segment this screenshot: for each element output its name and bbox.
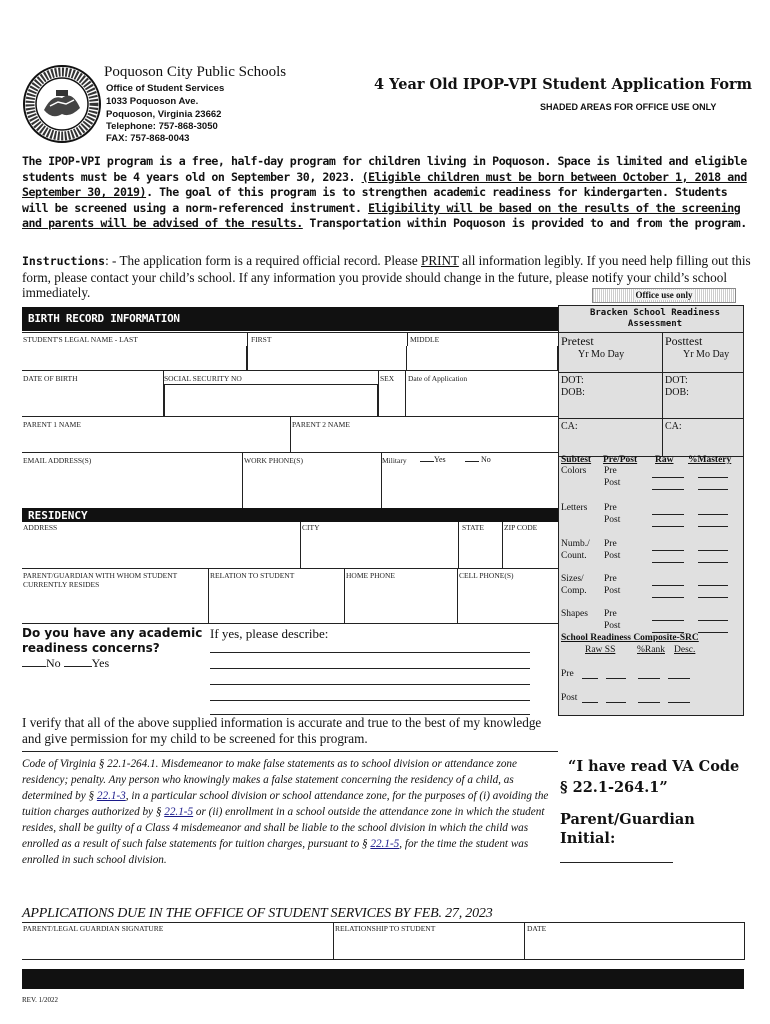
composite-post: Post [561, 693, 578, 703]
subtest-numbers: Numb./ [561, 539, 590, 549]
relation-label: RELATION TO STUDENT [210, 571, 295, 580]
address-line-1: 1033 Poquoson Ave. [106, 96, 199, 107]
sizes-post: Post [604, 586, 621, 596]
zip-input[interactable] [503, 533, 558, 569]
shaded-areas-note: SHADED AREAS FOR OFFICE USE ONLY [540, 102, 717, 112]
fax: FAX: 757-868-0043 [106, 133, 190, 144]
school-seal [22, 64, 102, 144]
home-phone-input[interactable] [345, 580, 457, 624]
mastery-header: %Mastery [688, 455, 732, 465]
parent1-input[interactable] [22, 430, 290, 453]
concerns-question: Do you have any academic readiness concerns? [22, 626, 203, 655]
revision: REV. 1/2022 [22, 996, 59, 1004]
legal-last-input[interactable] [22, 346, 247, 371]
work-phone-label: WORK PHONE(S) [244, 456, 303, 465]
posttest-dot: DOT: [665, 375, 688, 386]
letters-pre: Pre [604, 503, 617, 513]
dob-input[interactable] [22, 384, 163, 417]
pretest-label: Pretest [561, 334, 594, 348]
ssn-label: SOCIAL SECURITY NO [164, 374, 242, 383]
raw-header: Raw [655, 455, 674, 465]
middle-name-input[interactable] [407, 346, 558, 371]
office-use-only-box: Office use only [592, 288, 736, 303]
city-input[interactable] [301, 533, 458, 569]
pretest-dot: DOT: [561, 375, 584, 386]
posttest-ymd: Yr Mo Day [683, 349, 730, 360]
first-name-label: FIRST [251, 335, 272, 344]
date-label: DATE [527, 924, 547, 933]
parent1-label: PARENT 1 NAME [23, 420, 81, 429]
guardian-input[interactable] [22, 590, 208, 624]
military-label: Military [382, 456, 407, 465]
colors-post: Post [604, 478, 621, 488]
signature-input[interactable] [22, 934, 333, 960]
sex-label: SEX [380, 374, 395, 383]
composite-rank: %Rank [637, 645, 665, 655]
footer-bar [22, 969, 744, 989]
subtest-header: Subtest [561, 455, 592, 465]
birth-record-header: BIRTH RECORD INFORMATION [22, 307, 558, 331]
relationship-input[interactable] [334, 934, 524, 960]
dob-label: DATE OF BIRTH [23, 374, 78, 383]
va-code-ack: “I have read VA Code § 22.1-264.1” [560, 758, 740, 796]
sex-input[interactable] [379, 384, 405, 417]
email-input[interactable] [22, 466, 242, 509]
posttest-dob: DOB: [665, 387, 689, 398]
applications-due: APPLICATIONS DUE IN THE OFFICE OF STUDENT SERVICES BY FEB. 27, 2023 [22, 906, 493, 921]
work-phone-input[interactable] [243, 466, 381, 509]
subtest-colors: Colors [561, 466, 587, 476]
address-line-2: Poquoson, Virginia 23662 [106, 109, 222, 120]
cell-phone-input[interactable] [458, 580, 558, 624]
subtest-comparisons: Comp. [561, 586, 587, 596]
shapes-pre: Pre [604, 609, 617, 619]
parent-initial-label: Parent/Guardian Initial: [560, 811, 695, 847]
parent2-label: PARENT 2 NAME [292, 420, 350, 429]
pretest-ymd: Yr Mo Day [578, 349, 625, 360]
parent-initial-input[interactable] [560, 855, 673, 863]
date-input[interactable] [525, 934, 744, 960]
office-name: Office of Student Services [106, 83, 225, 94]
describe-label: If yes, please describe: [210, 626, 329, 641]
school-name: Poquoson City Public Schools [104, 64, 287, 80]
subtest-shapes: Shapes [561, 609, 588, 619]
military-yes[interactable]: Yes [420, 455, 446, 464]
concerns-options[interactable]: No Yes [22, 656, 109, 671]
composite-title: School Readiness Composite-SRC [561, 633, 699, 643]
relation-input[interactable] [209, 580, 344, 624]
code-link-22-1-5a[interactable]: 22.1-5 [164, 806, 194, 818]
virginia-code-text: Code of Virginia § 22.1-264.1. Misdemeanor to make false statements as to school division or attendance zone residency; penalty. Any person who knowingly makes a false statement concerning the residency of a child, as determined by § 22.1-3, in a particular school division or school attendance zone, for the purposes of (i) avoiding the tuition charges authorized by § 22.1-5 or (ii) enrollment in a school outside the attendance zone in which the student resides, shall be guilty of a Class 4 misdemeanor and shall be liable to the school division in which the child was enrolled as a result of such false statements for tuition charges, pursuant to § 22.1-5, for the time the student was enrolled in such school division. [22, 758, 549, 866]
zip-label: ZIP CODE [504, 523, 538, 532]
pretest-dob: DOB: [561, 387, 585, 398]
composite-pre: Pre [561, 669, 574, 679]
first-name-input[interactable] [247, 346, 407, 371]
pretest-ca: CA: [561, 421, 578, 432]
residency-header: RESIDENCY [22, 508, 558, 522]
date-app-label: Date of Application [408, 374, 468, 383]
composite-desc: Desc. [674, 645, 696, 655]
code-link-22-1-3[interactable]: 22.1-3 [96, 790, 126, 802]
posttest-label: Posttest [665, 334, 703, 348]
subtest-counting: Count. [561, 551, 587, 561]
military-no[interactable]: No [465, 455, 491, 464]
address-label: ADDRESS [23, 523, 58, 532]
address-input[interactable] [22, 533, 300, 569]
instructions: Instructions: - The application form is a required official record. Please PRINT all information legibly. If you need help filling out this form, please contact your child’s school. If any information you provide should change in the future, please notify your child’s school immediately. [22, 253, 751, 301]
signature-label: PARENT/LEGAL GUARDIAN SIGNATURE [23, 924, 164, 933]
form-title: 4 Year Old IPOP-VPI Student Application Form [374, 76, 752, 93]
bracken-title: Bracken School Readiness Assessment [589, 308, 721, 329]
letters-post: Post [604, 515, 621, 525]
relationship-label: RELATIONSHIP TO STUDENT [335, 924, 436, 933]
shapes-post: Post [604, 621, 621, 631]
ssn-input[interactable] [164, 384, 378, 417]
prepost-header: Pre/Post [603, 455, 638, 465]
middle-name-label: MIDDLE [410, 335, 440, 344]
cell-phone-label: CELL PHONE(S) [459, 571, 514, 580]
city-label: CITY [302, 523, 320, 532]
state-label: STATE [462, 523, 484, 532]
email-label: EMAIL ADDRESS(S) [23, 456, 92, 465]
program-intro: The IPOP-VPI program is a free, half-day program for children living in Poquoson. Space is limited and eligible students must be 4 years old on September 30, 2023. (Eligible children must be born between October 1, 2018 and September 30, 2019). The goal of this program is to strengthen academic readiness for kindergarten. Students will be screened using a norm-referenced instrument. Eligibility will be based on the results of the screening and parents will be advised of the results. Transportation within Poquoson is provided to and from the program. [22, 154, 747, 231]
numbers-pre: Pre [604, 539, 617, 549]
colors-pre: Pre [604, 466, 617, 476]
code-link-22-1-5b[interactable]: 22.1-5 [370, 838, 400, 850]
parent2-input[interactable] [291, 430, 558, 453]
state-input[interactable] [459, 533, 502, 569]
sizes-pre: Pre [604, 574, 617, 584]
legal-last-label: STUDENT'S LEGAL NAME - LAST [23, 335, 138, 344]
subtest-letters: Letters [561, 503, 588, 513]
subtest-sizes: Sizes/ [561, 574, 584, 584]
date-app-input[interactable] [406, 384, 558, 417]
numbers-post: Post [604, 551, 621, 561]
composite-raw-ss: Raw SS [585, 645, 616, 655]
home-phone-label: HOME PHONE [346, 571, 395, 580]
posttest-ca: CA: [665, 421, 682, 432]
guardian-label: PARENT/GUARDIAN WITH WHOM STUDENT CURRENTLY RESIDES [23, 571, 178, 589]
verify-statement: I verify that all of the above supplied information is accurate and true to the best of my knowledge and give permission for my child to be screened for this program. [22, 715, 542, 746]
telephone: Telephone: 757-868-3050 [106, 121, 218, 132]
